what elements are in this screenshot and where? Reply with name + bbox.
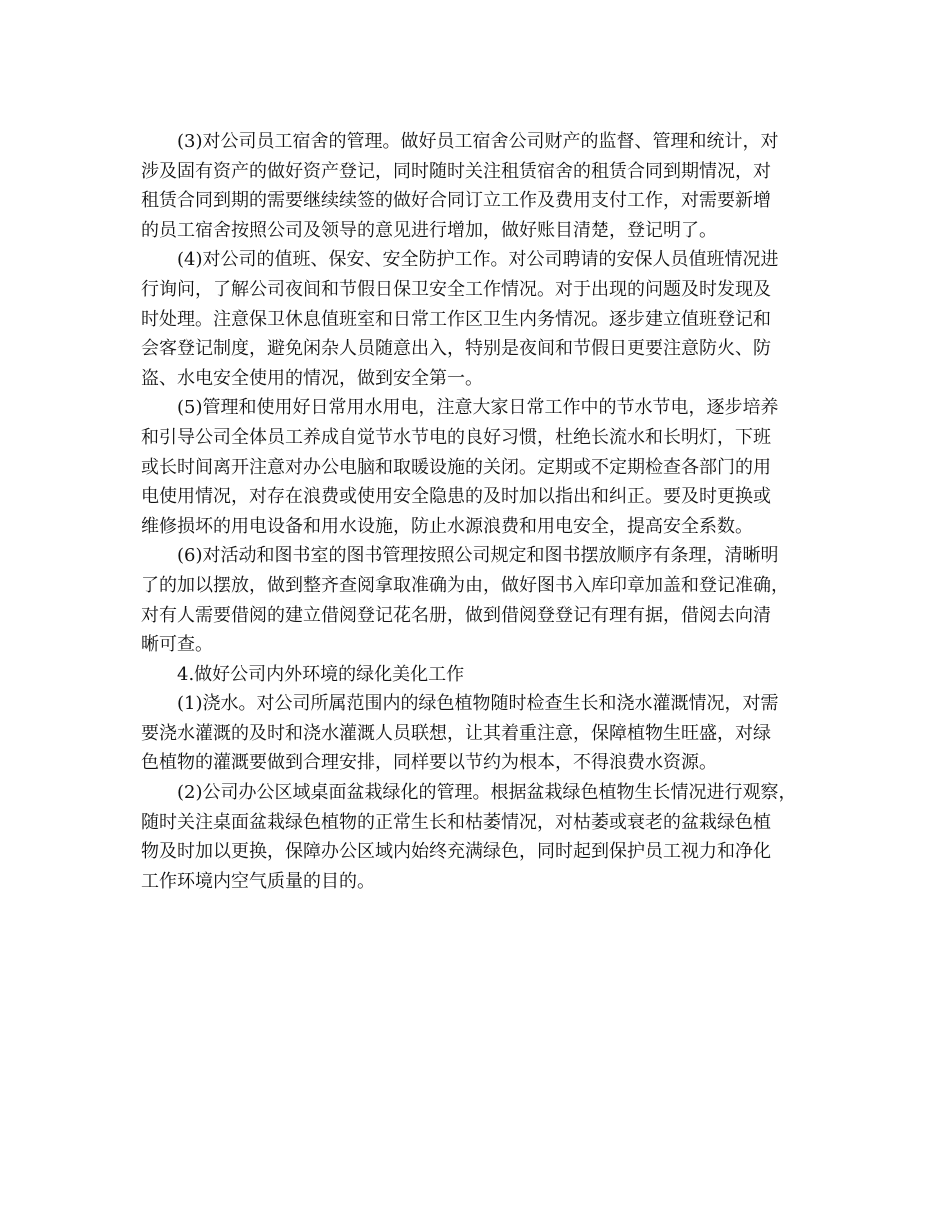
text-line: (5)管理和使用好日常用水用电，注意大家日常工作中的节水节电，逐步培养 — [177, 397, 779, 419]
text-line: 工作环境内空气质量的目的。 — [141, 870, 375, 892]
paragraph-library-management — [141, 541, 813, 659]
text-line: 了的加以摆放，做到整齐查阅拿取准确为由，做好图书入库印章加盖和登记准确， — [141, 574, 789, 596]
text-line: (6)对活动和图书室的图书管理按照公司规定和图书摆放顺序有条理，清晰明 — [177, 545, 779, 567]
text-line: 维修损坏的用电设备和用水设施，防止水源浪费和用电安全，提高安全系数。 — [141, 515, 753, 537]
text-line: 晰可查。 — [141, 634, 213, 656]
text-line: 盗、水电安全使用的情况，做到安全第一。 — [141, 367, 483, 389]
text-line: 和引导公司全体员工养成自觉节水节电的良好习惯，杜绝长流水和长明灯，下班 — [141, 426, 771, 448]
text-line: 4.做好公司内外环境的绿化美化工作 — [177, 663, 465, 685]
text-line: 会客登记制度，避免闲杂人员随意出入，特别是夜间和节假日更要注意防火、防 — [141, 338, 771, 360]
text-line: 要浇水灌溉的及时和浇水灌溉人员联想，让其着重注意，保障植物生旺盛，对绿 — [141, 722, 771, 744]
text-line: 对有人需要借阅的建立借阅登记花名册，做到借阅登登记有理有据，借阅去向清 — [141, 604, 771, 626]
text-line: 时处理。注意保卫休息值班室和日常工作区卫生内务情况。逐步建立值班登记和 — [141, 308, 771, 330]
text-line: 随时关注桌面盆栽绿色植物的正常生长和枯萎情况，对枯萎或衰老的盆栽绿色植 — [141, 811, 771, 833]
text-line: 行询问，了解公司夜间和节假日保卫安全工作情况。对于出现的问题及时发现及 — [141, 278, 771, 300]
paragraph-dormitory-management — [141, 127, 813, 245]
text-line: (2)公司办公区域桌面盆栽绿化的管理。根据盆栽绿色植物生长情况进行观察， — [177, 782, 797, 804]
text-line: 涉及固有资产的做好资产登记，同时随时关注租赁宿舍的租赁合同到期情况，对 — [141, 160, 771, 182]
text-line: 租赁合同到期的需要继续续签的做好合同订立工作及费用支付工作，对需要新增 — [141, 190, 771, 212]
section-heading-greening — [141, 660, 813, 690]
paragraph-security-duty — [141, 245, 813, 393]
paragraph-watering — [141, 689, 813, 778]
text-line: (4)对公司的值班、保安、安全防护工作。对公司聘请的安保人员值班情况进 — [177, 249, 779, 271]
text-line: 或长时间离开注意对办公电脑和取暖设施的关闭。定期或不定期检查各部门的用 — [141, 456, 771, 478]
text-line: 的员工宿舍按照公司及领导的意见进行增加，做好账目清楚，登记明了。 — [141, 219, 717, 241]
document-body — [141, 127, 813, 896]
text-line: (1)浇水。对公司所属范围内的绿色植物随时检查生长和浇水灌溉情况，对需 — [177, 693, 779, 715]
text-line: 色植物的灌溉要做到合理安排，同样要以节约为根本，不得浪费水资源。 — [141, 752, 717, 774]
paragraph-desk-plants — [141, 778, 813, 896]
text-line: 物及时加以更换，保障办公区域内始终充满绿色，同时起到保护员工视力和净化 — [141, 841, 771, 863]
paragraph-water-electricity — [141, 393, 813, 541]
text-line: (3)对公司员工宿舍的管理。做好员工宿舍公司财产的监督、管理和统计，对 — [177, 131, 779, 152]
text-line: 电使用情况，对存在浪费或使用安全隐患的及时加以指出和纠正。要及时更换或 — [141, 486, 771, 508]
